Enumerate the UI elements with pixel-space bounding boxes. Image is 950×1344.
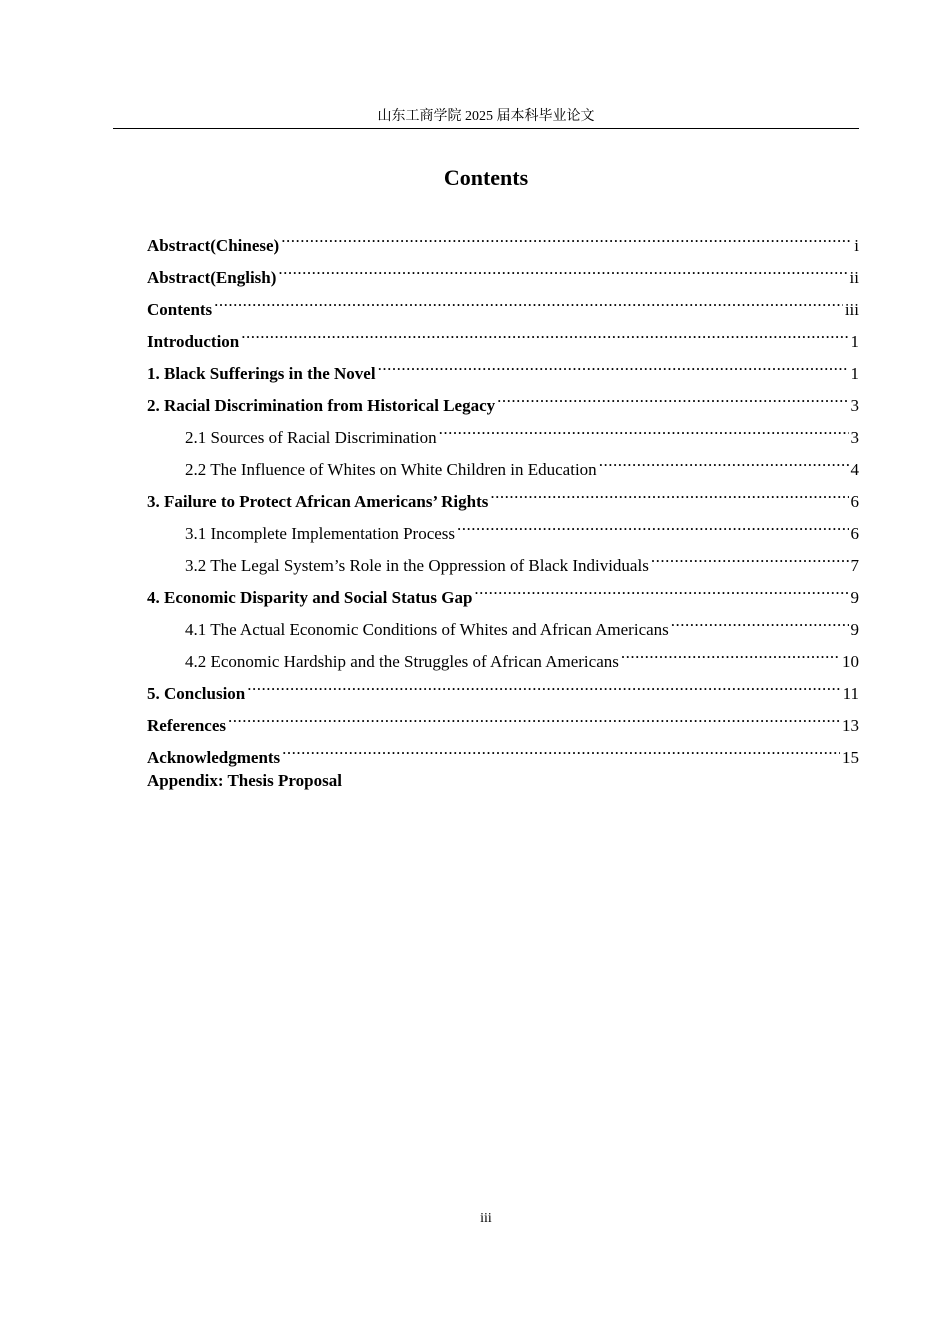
toc-entry-label: 3.1 Incomplete Implementation Process bbox=[185, 524, 456, 543]
toc-entry-page: 13 bbox=[842, 716, 859, 735]
toc-entry-label: References bbox=[147, 716, 226, 735]
toc-dot-leader bbox=[671, 607, 849, 635]
toc-entry[interactable] bbox=[147, 671, 859, 703]
toc-dot-leader bbox=[439, 415, 849, 443]
toc-entry-page: 11 bbox=[842, 684, 859, 703]
toc-entry-label: 2.1 Sources of Racial Discrimination bbox=[185, 428, 437, 447]
running-header: 山东工商学院 2025 届本科毕业论文 bbox=[377, 109, 595, 124]
toc-dot-leader bbox=[281, 223, 852, 251]
toc-entry-label: 4.1 The Actual Economic Conditions of Whites and African Americans bbox=[185, 620, 669, 639]
toc-entry-label: Introduction bbox=[147, 332, 240, 351]
toc-dot-leader bbox=[457, 511, 848, 539]
toc-entry[interactable] bbox=[147, 351, 859, 383]
toc-entry-page: 9 bbox=[850, 620, 859, 639]
toc-entry-page: ii bbox=[849, 268, 859, 287]
toc-entry-page: 9 bbox=[850, 588, 859, 607]
toc-entry-page: 6 bbox=[850, 492, 859, 511]
toc-dot-leader bbox=[282, 735, 840, 763]
toc-entry[interactable] bbox=[147, 735, 859, 767]
toc-entry-label: 4. Economic Disparity and Social Status Gap bbox=[147, 588, 473, 607]
toc-entry-label: Abstract(English) bbox=[147, 268, 277, 287]
toc-entry-label: 2. Racial Discrimination from Historical Legacy bbox=[147, 396, 496, 415]
toc-dot-leader bbox=[241, 319, 848, 347]
toc-entry-page: 10 bbox=[842, 652, 859, 671]
toc-entry-page: 7 bbox=[850, 556, 859, 575]
toc-dot-leader bbox=[278, 255, 847, 283]
page-title: Contents bbox=[443, 165, 529, 190]
toc-entry-label: 5. Conclusion bbox=[147, 684, 246, 703]
toc-entry-page: 1 bbox=[850, 332, 859, 351]
toc-entry-page: 6 bbox=[850, 524, 859, 543]
toc-entry-page: i bbox=[854, 236, 859, 255]
toc-dot-leader bbox=[378, 351, 849, 379]
page-number: iii bbox=[480, 1211, 492, 1226]
toc-dot-leader bbox=[474, 575, 848, 603]
toc-entry-page: 15 bbox=[842, 748, 859, 767]
toc-entry-page: 4 bbox=[850, 460, 859, 479]
toc-dot-leader bbox=[497, 383, 848, 411]
toc-entry-page: 1 bbox=[850, 364, 859, 383]
toc-dot-leader bbox=[651, 543, 849, 571]
toc-entry[interactable] bbox=[147, 319, 859, 351]
toc-entry-label: Abstract(Chinese) bbox=[147, 236, 280, 255]
toc-entry-page: 3 bbox=[850, 396, 859, 415]
toc-entry-label: 2.2 The Influence of Whites on White Children in Education bbox=[185, 460, 597, 479]
toc-dot-leader bbox=[490, 479, 848, 507]
toc-dot-leader bbox=[621, 639, 840, 667]
toc-dot-leader bbox=[228, 703, 840, 731]
toc-entry-page: iii bbox=[844, 300, 859, 319]
table-of-contents bbox=[147, 223, 859, 799]
toc-entry-label: Acknowledgments bbox=[147, 748, 281, 767]
toc-dot-leader bbox=[247, 671, 840, 699]
toc-entry[interactable] bbox=[147, 767, 859, 799]
toc-dot-leader bbox=[599, 447, 849, 475]
toc-entry[interactable] bbox=[147, 287, 859, 319]
toc-entry-label: 1. Black Sufferings in the Novel bbox=[147, 364, 376, 383]
toc-entry-page: 3 bbox=[850, 428, 859, 447]
toc-entry-label: 3.2 The Legal System’s Role in the Oppression of Black Individuals bbox=[185, 556, 649, 575]
toc-entry[interactable] bbox=[147, 223, 859, 255]
toc-entry[interactable] bbox=[147, 703, 859, 735]
header-rule bbox=[113, 128, 859, 129]
toc-entry-label: Appendix: Thesis Proposal bbox=[147, 771, 342, 790]
toc-entry-label: 3. Failure to Protect African Americans’ Rights bbox=[147, 492, 489, 511]
toc-dot-leader bbox=[214, 287, 843, 315]
toc-entry-label: 4.2 Economic Hardship and the Struggles of African Americans bbox=[185, 652, 619, 671]
toc-entry-label: Contents bbox=[147, 300, 213, 319]
